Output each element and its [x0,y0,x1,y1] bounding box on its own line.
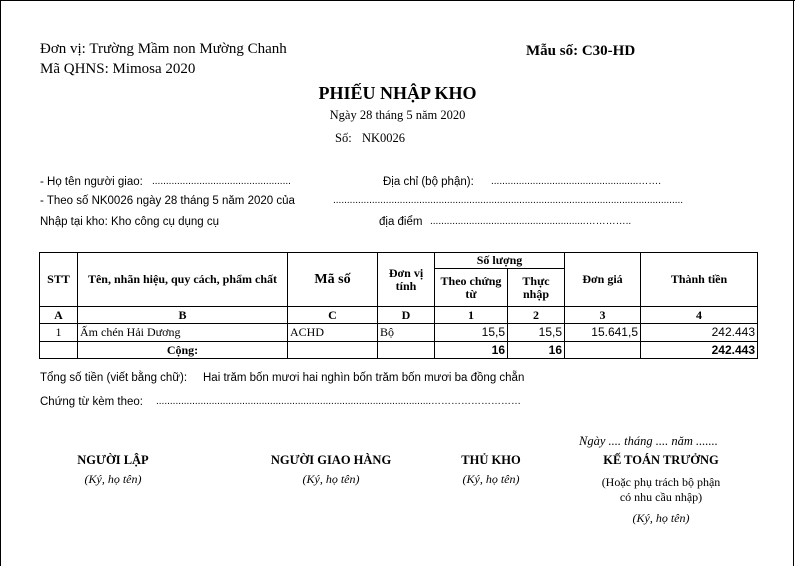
page-title: PHIẾU NHẬP KHO [318,83,477,103]
row-price: 15.641,5 [565,324,641,342]
col-id: D [378,307,435,324]
attached-docs-dots: ...................................................................................................……………………… [156,396,522,407]
header-price: Đơn giá [565,253,641,307]
row-qty-doc: 15,5 [435,324,508,342]
document-number: NK0026 [362,131,406,145]
col-id: 2 [508,307,565,324]
total-row [40,342,758,359]
header-qty-real: Thực nhập [508,269,565,307]
total-stt [40,342,78,359]
amount-words-label: Tổng số tiền (viết bằng chữ): [40,372,188,384]
total-unit [378,342,435,359]
qhns-code: Mã QHNS: Mimosa 2020 [40,61,196,77]
location-dots: ........................................................………….. [430,216,632,227]
signer-maker-title: NGƯỜI LẬP [77,453,149,467]
signer-deliverer-note: (Ký, họ tên) [302,472,360,486]
warehouse-label: Nhập tại kho: Kho công cụ dụng cụ [40,216,220,228]
col-id: 3 [565,307,641,324]
row-unit: Bộ [378,324,435,342]
col-id: 1 [435,307,508,324]
col-id: 4 [641,307,758,324]
amount-words: Hai trăm bốn mươi hai nghìn bốn trăm bốn mươi ba đồng chẵn [203,372,525,384]
deliverer-dots: .................................................. [152,176,291,187]
row-name: Ấm chén Hải Dương [78,324,288,342]
col-id: B [78,307,288,324]
signature-date: Ngày .... tháng .... năm ....... [579,434,718,448]
attached-docs-label: Chứng từ kèm theo: [40,396,143,408]
row-qty-real: 15,5 [508,324,565,342]
col-id: C [288,307,378,324]
location-label: địa điểm [379,216,423,228]
document-number-label: Số: [335,131,352,145]
header-amount: Thành tiền [641,253,758,307]
reference-dots: .............................................................................................................................. [333,195,684,206]
total-qty-doc: 16 [435,342,508,359]
row-amount: 242.443 [641,324,758,342]
signer-keeper-title: THỦ KHO [461,453,521,467]
row-code: ACHD [288,324,378,342]
col-id: A [40,307,78,324]
address-dots: .....................................................……. [491,176,662,187]
items-table [39,252,758,359]
signer-accountant-note-2: có nhu cầu nhập) [619,490,703,504]
header-qty-doc: Theo chứng từ [435,269,508,307]
unit-name: Đơn vị: Trường Mầm non Mường Chanh [40,41,287,57]
signer-accountant-title: KẾ TOÁN TRƯỞNG [603,453,719,467]
header-unit: Đơn vị tính [378,253,435,307]
header-quantity: Số lượng [435,253,565,269]
header-stt: STT [40,253,78,307]
total-price [565,342,641,359]
row-stt: 1 [40,324,78,342]
signer-keeper-note: (Ký, họ tên) [462,472,520,486]
deliverer-label: - Họ tên người giao: [40,176,143,188]
signer-deliverer-title: NGƯỜI GIAO HÀNG [270,453,392,467]
signer-accountant-note-1: (Hoặc phụ trách bộ phận [601,475,721,489]
signer-accountant-note: (Ký, họ tên) [632,511,690,525]
form-number: Mẫu số: C30-HD [526,43,636,59]
document-date: Ngày 28 tháng 5 năm 2020 [329,108,466,122]
total-label: Cộng: [78,342,288,359]
total-qty-real: 16 [508,342,565,359]
total-amount: 242.443 [641,342,758,359]
address-label: Địa chỉ (bộ phận): [383,176,474,188]
page-border-top [0,0,795,1]
signer-maker-note: (Ký, họ tên) [84,472,142,486]
table-row [40,324,758,342]
header-name: Tên, nhãn hiệu, quy cách, phẩm chất [78,253,288,307]
header-code: Mã số [288,253,378,307]
total-code [288,342,378,359]
reference-label: - Theo số NK0026 ngày 28 tháng 5 năm 2020 của [40,195,295,207]
